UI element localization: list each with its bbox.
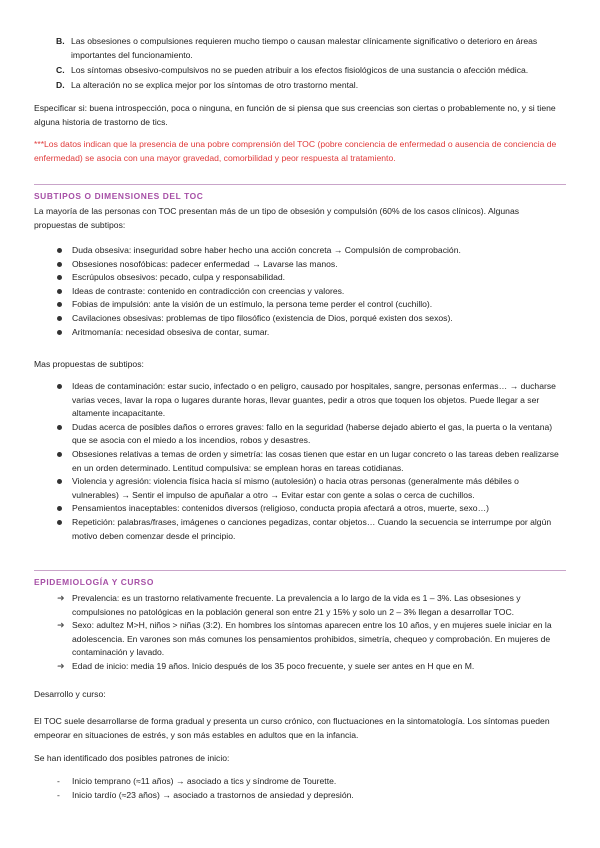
bullet-icon bbox=[57, 330, 62, 335]
more-subtypes-list bbox=[0, 380, 600, 543]
divider bbox=[34, 570, 566, 571]
list-item: Obsesiones relativas a temas de orden y simetría: las cosas tienen que estar en un lugar concreto o las tareas deben realizarse en un orden determinado. Lentitud compulsiva: se emplean horas en tareas cotidianas. bbox=[0, 448, 562, 475]
section-heading-subtypes: SUBTIPOS O DIMENSIONES DEL TOC bbox=[34, 191, 204, 201]
list-item: Repetición: palabras/frases, imágenes o canciones pegadizas, contar objetos… Cuando la secuencia se interrumpe por algún motivo deben comenzar desde el principio. bbox=[0, 516, 562, 543]
criterion-text: La alteración no se explica mejor por los síntomas de otro trastorno mental. bbox=[71, 80, 359, 90]
dash-icon: - bbox=[57, 776, 60, 786]
criterion-text: Las obsesiones o compulsiones requieren mucho tiempo o causan malestar clínicamente significativo o deterioro en áreas importantes del funcionamiento. bbox=[71, 36, 538, 60]
arrow-bullet-icon: ➜ bbox=[57, 660, 65, 671]
list-item: ➜ Prevalencia: es un trastorno relativamente frecuente. La prevalencia a lo largo de la vida es 1 – 3%. Las obsesiones y compulsiones no patológicas en la población general son entre 21 y 15% y solo un 2 – 3% llegan a desarrollar TOC. bbox=[57, 593, 521, 617]
bullet-icon bbox=[57, 289, 62, 294]
more-subtypes-heading: Mas propuestas de subtipos: bbox=[34, 359, 144, 369]
criterion-letter: D. bbox=[56, 80, 65, 90]
bullet-icon bbox=[57, 248, 62, 253]
list-item: Dudas acerca de posibles daños o errores graves: fallo en la seguridad (haberse dejado abierto el gas, la puerta o la ventana) que se asocia con el miedo a los incendios, robos y desastres. bbox=[0, 421, 562, 448]
bullet-icon bbox=[57, 506, 62, 511]
list-item: - Inicio temprano (≈11 años) → asociado a tics y síndrome de Tourette. bbox=[0, 775, 562, 789]
bullet-icon bbox=[57, 302, 62, 307]
bullet-icon bbox=[57, 452, 62, 457]
list-item: ➜ Edad de inicio: media 19 años. Inicio después de los 35 poco frecuente, y suele ser antes en H que en M. bbox=[0, 660, 562, 674]
list-item: Duda obsesiva: inseguridad sobre haber hecho una acción concreta → Compulsión de comprobación. bbox=[0, 244, 562, 258]
bullet-icon bbox=[57, 275, 62, 280]
list-item: - Inicio tardío (≈23 años) → asociado a trastornos de ansiedad y depresión. bbox=[0, 789, 562, 803]
list-item: Fobias de impulsión: ante la visión de un estímulo, la persona teme perder el control (cuchillo). bbox=[0, 298, 562, 312]
bullet-icon bbox=[57, 316, 62, 321]
note-paragraph: ***Los datos indican que la presencia de una pobre comprensión del TOC (pobre conciencia de enfermedad o ausencia de conciencia de enfermedad) se asocia con una mayor gravedad, comorbilidad y peor respuesta al tratamiento. bbox=[34, 139, 557, 163]
list-item: Pensamientos inaceptables: contenidos diversos (religioso, conducta propia afectará a otros, muerte, sexo…) bbox=[0, 502, 562, 516]
criterion-letter: B. bbox=[56, 36, 65, 46]
bullet-icon bbox=[57, 425, 62, 430]
list-item: Violencia y agresión: violencia física hacia sí mismo (autolesión) o hacia otras personas (generalmente más débiles o vulnerables) → Sentir el impulso de apuñalar a otro → Evitar estar con gente a solas o cerca de cuchillos. bbox=[0, 475, 562, 502]
arrow-bullet-icon: ➜ bbox=[57, 593, 65, 603]
list-item: Escrúpulos obsesivos: pecado, culpa y responsabilidad. bbox=[0, 271, 562, 285]
patterns-list bbox=[0, 775, 600, 802]
patterns-heading: Se han identificado dos posibles patrones de inicio: bbox=[34, 753, 230, 763]
criterion-text: Los síntomas obsesivo-compulsivos no se pueden atribuir a los efectos fisiológicos de una sustancia o afección médica. bbox=[71, 65, 529, 75]
course-paragraph: El TOC suele desarrollarse de forma gradual y presenta un curso crónico, con fluctuaciones en la sintomatología. Los síntomas pueden empeorar en situaciones de estrés, y son más estables en adultos que en la infancia. bbox=[34, 716, 550, 740]
list-item: Cavilaciones obsesivas: problemas de tipo filosófico (existencia de Dios, porqué existen dos sexos). bbox=[0, 312, 562, 326]
specify-paragraph: Especificar si: buena introspección, poca o ninguna, en función de si piensa que sus creencias son ciertas o probablemente no, y si tiene alguna historia de trastorno de tics. bbox=[34, 103, 556, 127]
divider bbox=[34, 184, 566, 185]
list-item: ➜ Sexo: adultez M>H, niños > niñas (3:2). En hombres los síntomas aparecen entre los 10 años, y en mujeres suele iniciar en la adolescencia. En varones son más comunes los pensamientos prohibidos, simetría, chequeo y comprobación. En mujeres de contaminación y lavado. bbox=[57, 620, 552, 658]
bullet-icon bbox=[57, 520, 62, 525]
bullet-icon bbox=[57, 479, 62, 484]
section-heading-epidemiology: EPIDEMIOLOGÍA Y CURSO bbox=[34, 577, 154, 587]
list-item: Aritmomanía: necesidad obsesiva de contar, sumar. bbox=[0, 326, 562, 340]
list-item: Ideas de contraste: contenido en contradicción con creencias y valores. bbox=[0, 285, 562, 299]
course-heading: Desarrollo y curso: bbox=[34, 689, 106, 699]
arrow-bullet-icon: ➜ bbox=[57, 620, 65, 631]
subtypes-list bbox=[0, 244, 600, 339]
epidemiology-list bbox=[0, 592, 600, 674]
bullet-icon bbox=[57, 384, 62, 389]
dash-icon: - bbox=[57, 789, 60, 800]
list-item: Ideas de contaminación: estar sucio, infectado o en peligro, causado por hospitales, sangre, personas enfermas… → ducharse varias veces, lavar la ropa o lugares durante horas, llevar guantes, pedir a otros que toquen los objetos. Puede llegar a ser altamente incapacitante. bbox=[0, 380, 562, 421]
bullet-icon bbox=[57, 262, 62, 267]
list-item: Obsesiones nosofóbicas: padecer enfermedad → Lavarse las manos. bbox=[0, 258, 562, 272]
subtypes-intro: La mayoría de las personas con TOC presentan más de un tipo de obsesión y compulsión (60% de los casos clínicos). Algunas propuestas de subtipos: bbox=[34, 206, 520, 230]
criterion-letter: C. bbox=[56, 65, 65, 75]
